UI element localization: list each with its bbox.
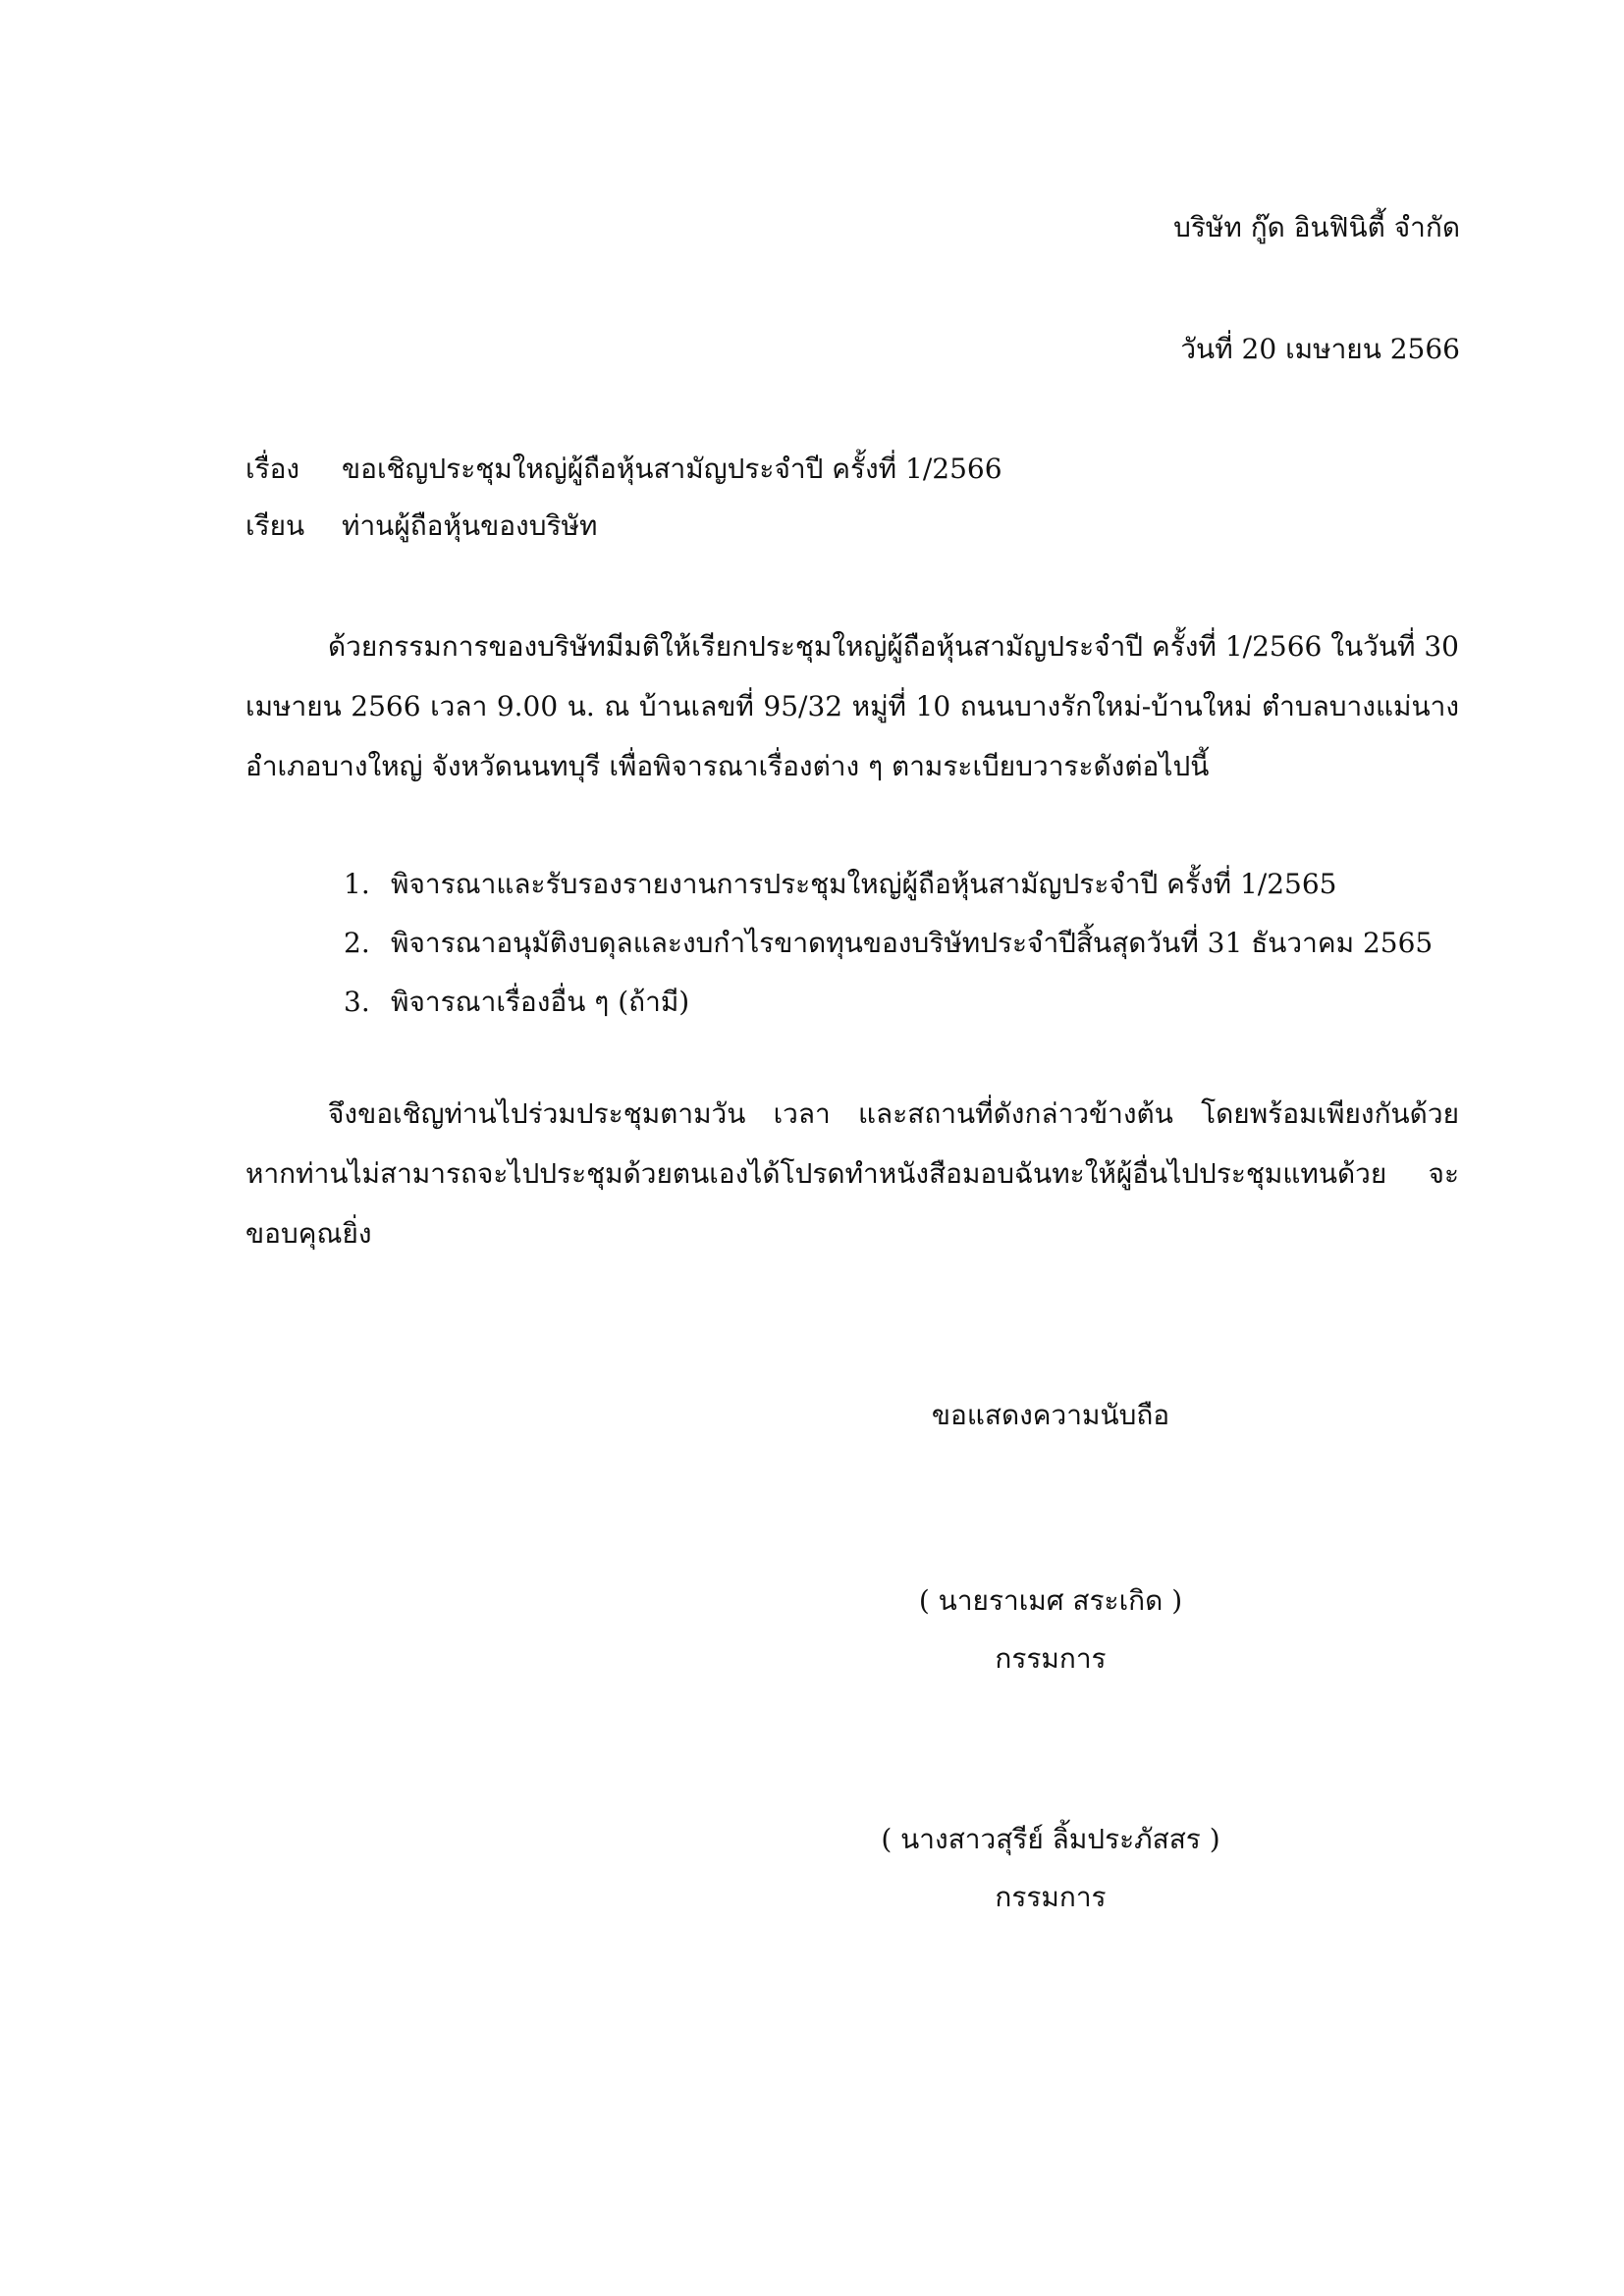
agenda-item-text: พิจารณาและรับรองรายงานการประชุมใหญ่ผู้ถือหุ้นสามัญประจำปี ครั้งที่ 1/2565: [391, 868, 1337, 900]
agenda-item-number: 2.: [344, 927, 370, 959]
agenda-item-number: 3.: [344, 986, 370, 1018]
recipient-label: เรียน: [245, 509, 305, 542]
regards-text: ขอแสดงความนับถือ: [931, 1399, 1170, 1431]
signer-name: ( นางสาวสุรีย์ ลิ้มประภัสสร ): [881, 1823, 1220, 1855]
recipient-value: ท่านผู้ถือหุ้นของบริษัท: [342, 509, 598, 542]
subject-value: ขอเชิญประชุมใหญ่ผู้ถือหุ้นสามัญประจำปี ครั้งที่ 1/2566: [342, 453, 1002, 485]
agenda-item: [344, 855, 1433, 914]
signer-title: กรรมการ: [995, 1881, 1107, 1913]
subject-label: เรื่อง: [245, 453, 300, 485]
agenda-item-text: พิจารณาเรื่องอื่น ๆ (ถ้ามี): [391, 986, 690, 1018]
agenda-item-text: พิจารณาอนุมัติงบดุลและงบกำไรขาดทุนของบริษัทประจำปีสิ้นสุดวันที่ 31 ธันวาคม 2565: [391, 927, 1434, 959]
closing-text: จึงขอเชิญท่านไปร่วมประชุมตามวัน เวลา และสถานที่ดังกล่าวข้างต้น โดยพร้อมเพียงกันด้วย หากท่านไม่สามารถจะไปประชุมด้วยตนเองได้โปรดทำหนังสือมอบฉันทะให้ผู้อื่นไปประชุมแทนด้วย จะขอบคุณยิ่ง: [245, 1097, 1459, 1250]
signer-name: ( นายราเมศ สระเกิด ): [918, 1584, 1183, 1617]
intro-paragraph: [245, 616, 1459, 796]
agenda-item-number: 1.: [344, 868, 370, 900]
intro-text: ด้วยกรรมการของบริษัทมีมติให้เรียกประชุมใหญ่ผู้ถือหุ้นสามัญประจำปี ครั้งที่ 1/2566 ในวันที่ 30 เมษายน 2566 เวลา 9.00 น. ณ บ้านเลขที่ 95/32 หมู่ที่ 10 ถนนบางรักใหม่-บ้านใหม่ ตำบลบางแม่นาง อำเภอบางใหญ่ จังหวัดนนทบุรี เพื่อพิจารณาเรื่องต่าง ๆ ตามระเบียบวาระดังต่อไปนี้: [245, 630, 1459, 782]
agenda-list: [344, 855, 1433, 1032]
agenda-item: [344, 914, 1433, 973]
agenda-item: [344, 973, 1433, 1032]
company-name: บริษัท กู๊ด อินฟินิตี้ จำกัด: [1173, 211, 1460, 243]
signer-title: กรรมการ: [995, 1642, 1107, 1675]
closing-paragraph: [245, 1084, 1459, 1263]
letter-date: วันที่ 20 เมษายน 2566: [1180, 333, 1460, 365]
